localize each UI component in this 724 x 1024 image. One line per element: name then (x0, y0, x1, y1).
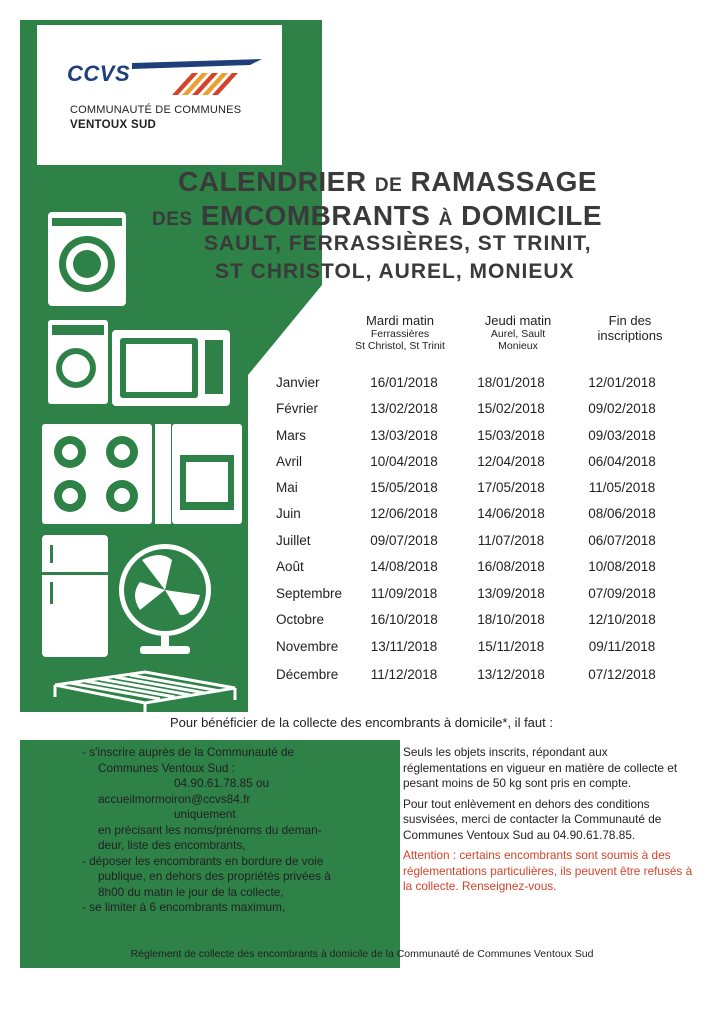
title-word: DOMICILE (461, 200, 603, 231)
column-subheading: Aurel, Sault (490, 328, 546, 340)
date-fin: 10/08/2018 (588, 559, 656, 574)
conditions-text (403, 745, 693, 900)
date-mardi: 15/05/2018 (370, 480, 438, 495)
conditions-paragraph: Seuls les objets inscrits, répondant aux réglementations en vigueur en matière de collecte et pesant moins de 50 kg sont pris en compte. (403, 745, 678, 790)
column-heading-text: Jeudi matin (484, 313, 552, 328)
requirement-line: - se limiter à 6 encombrants maximum, (82, 900, 286, 914)
table-row (0, 375, 724, 397)
logo-stripes-icon (132, 59, 262, 99)
column-heading-text: Mardi matin (366, 313, 434, 328)
month-label: Décembre (276, 667, 339, 682)
month-label: Juillet (276, 533, 311, 548)
date-jeudi: 13/12/2018 (477, 667, 545, 682)
title-word: DES (152, 209, 193, 230)
logo-box (37, 25, 282, 165)
table-row (0, 533, 724, 555)
requirement-line: deur, liste des encombrants, (98, 838, 246, 852)
month-label: Novembre (276, 639, 339, 654)
month-label: Juin (276, 506, 301, 521)
requirement-line: 8h00 du matin le jour de la collecte, (98, 884, 284, 899)
requirement-line: - s'inscrire auprès de la Communauté de (82, 745, 295, 759)
title-line1 (178, 166, 597, 198)
column-heading-fin (570, 313, 690, 343)
column-subheading: Monieux (498, 340, 538, 352)
table-row (0, 401, 724, 423)
month-label: Septembre (276, 586, 343, 601)
warning-paragraph: Attention : certains encombrants sont soumis à des réglementations particulières, ils peuvent être refusés à la collecte. Renseignez-vous. (403, 848, 693, 893)
date-mardi: 16/10/2018 (370, 612, 438, 627)
column-heading-text: inscriptions (597, 328, 663, 343)
date-fin: 11/05/2018 (588, 480, 656, 495)
logo-line1: COMMUNAUTÉ DE COMMUNES (70, 104, 242, 116)
date-fin: 12/10/2018 (588, 612, 656, 627)
date-jeudi: 15/03/2018 (477, 428, 545, 443)
date-fin: 07/09/2018 (588, 586, 656, 601)
date-mardi: 09/07/2018 (370, 533, 438, 548)
date-jeudi: 15/11/2018 (477, 639, 545, 654)
month-label: Octobre (276, 612, 325, 627)
title-line4: ST CHRISTOL, AUREL, MONIEUX (215, 260, 575, 283)
phone-number: 04.90.61.78.85 ou (174, 776, 270, 790)
date-jeudi: 12/04/2018 (477, 454, 545, 469)
date-jeudi: 15/02/2018 (477, 401, 545, 416)
requirement-line: uniquement (174, 807, 236, 821)
date-mardi: 11/09/2018 (370, 586, 438, 601)
contact-paragraph: Pour tout enlèvement en dehors des conditions susvisées, merci de contacter la Communauté de Communes Ventoux Sud au 04.90.61.78.85. (403, 796, 662, 842)
table-row (0, 506, 724, 528)
date-mardi: 13/11/2018 (370, 639, 438, 654)
date-jeudi: 17/05/2018 (477, 480, 545, 495)
info-title: Pour bénéficier de la collecte des encombrants à domicile*, il faut : (170, 715, 553, 730)
logo-acronym: CCVS (67, 61, 131, 86)
date-fin: 06/07/2018 (588, 533, 656, 548)
title-word: RAMASSAGE (410, 166, 598, 197)
date-jeudi: 16/08/2018 (477, 559, 545, 574)
requirement-line: en précisant les noms/prénoms du deman- (98, 822, 322, 837)
date-mardi: 10/04/2018 (370, 454, 438, 469)
date-jeudi: 13/09/2018 (477, 586, 545, 601)
requirement-line: publique, en dehors des propriétés privées à (98, 869, 331, 883)
table-row (0, 559, 724, 581)
date-mardi: 11/12/2018 (370, 667, 438, 682)
column-heading-mardi (340, 313, 460, 352)
date-fin: 09/02/2018 (588, 401, 656, 416)
date-mardi: 16/01/2018 (370, 375, 438, 390)
table-row (0, 586, 724, 608)
date-jeudi: 18/01/2018 (477, 375, 545, 390)
date-mardi: 13/03/2018 (370, 428, 438, 443)
requirement-line: - déposer les encombrants en bordure de voie (82, 853, 324, 868)
column-heading-text: Fin des (608, 313, 652, 328)
title-word: CALENDRIER (178, 166, 367, 197)
title-line2 (152, 200, 602, 232)
table-row (0, 480, 724, 502)
month-label: Mai (276, 480, 298, 495)
title-line3: SAULT, FERRASSIÈRES, ST TRINIT, (204, 232, 592, 255)
month-label: Avril (276, 454, 303, 469)
logo-line2: VENTOUX SUD (70, 119, 157, 131)
table-row (0, 667, 724, 689)
date-mardi: 14/08/2018 (370, 559, 438, 574)
month-label: Août (276, 559, 304, 574)
date-jeudi: 18/10/2018 (477, 612, 545, 627)
table-row (0, 612, 724, 634)
date-fin: 12/01/2018 (588, 375, 656, 390)
requirements-list (82, 745, 392, 916)
date-jeudi: 14/06/2018 (477, 506, 545, 521)
date-fin: 08/06/2018 (588, 506, 656, 521)
date-mardi: 12/06/2018 (370, 506, 438, 521)
date-jeudi: 11/07/2018 (477, 533, 545, 548)
table-row (0, 639, 724, 661)
month-label: Février (276, 401, 319, 416)
date-mardi: 13/02/2018 (370, 401, 438, 416)
date-fin: 07/12/2018 (588, 667, 656, 682)
title-word: DE (374, 175, 403, 196)
date-fin: 09/03/2018 (588, 428, 656, 443)
title-word: EMCOMBRANTS (200, 200, 431, 231)
table-row (0, 454, 724, 476)
washing-machine-icon (48, 212, 126, 306)
month-label: Janvier (276, 375, 320, 390)
month-label: Mars (276, 428, 306, 443)
title-word: À (438, 209, 453, 230)
footer-note: Règlement de collecte des encombrants à domicile de la Communauté de Communes Ventoux Sud (130, 948, 594, 960)
column-subheading: St Christol, St Trinit (355, 340, 445, 352)
column-heading-jeudi (458, 313, 578, 352)
date-fin: 09/11/2018 (588, 639, 656, 654)
date-fin: 06/04/2018 (588, 454, 656, 469)
table-row (0, 428, 724, 450)
email-address: accueilmormoiron@ccvs84.fr (98, 791, 251, 806)
column-subheading: Ferrassières (370, 328, 430, 340)
requirement-line: Communes Ventoux Sud : (98, 760, 236, 775)
